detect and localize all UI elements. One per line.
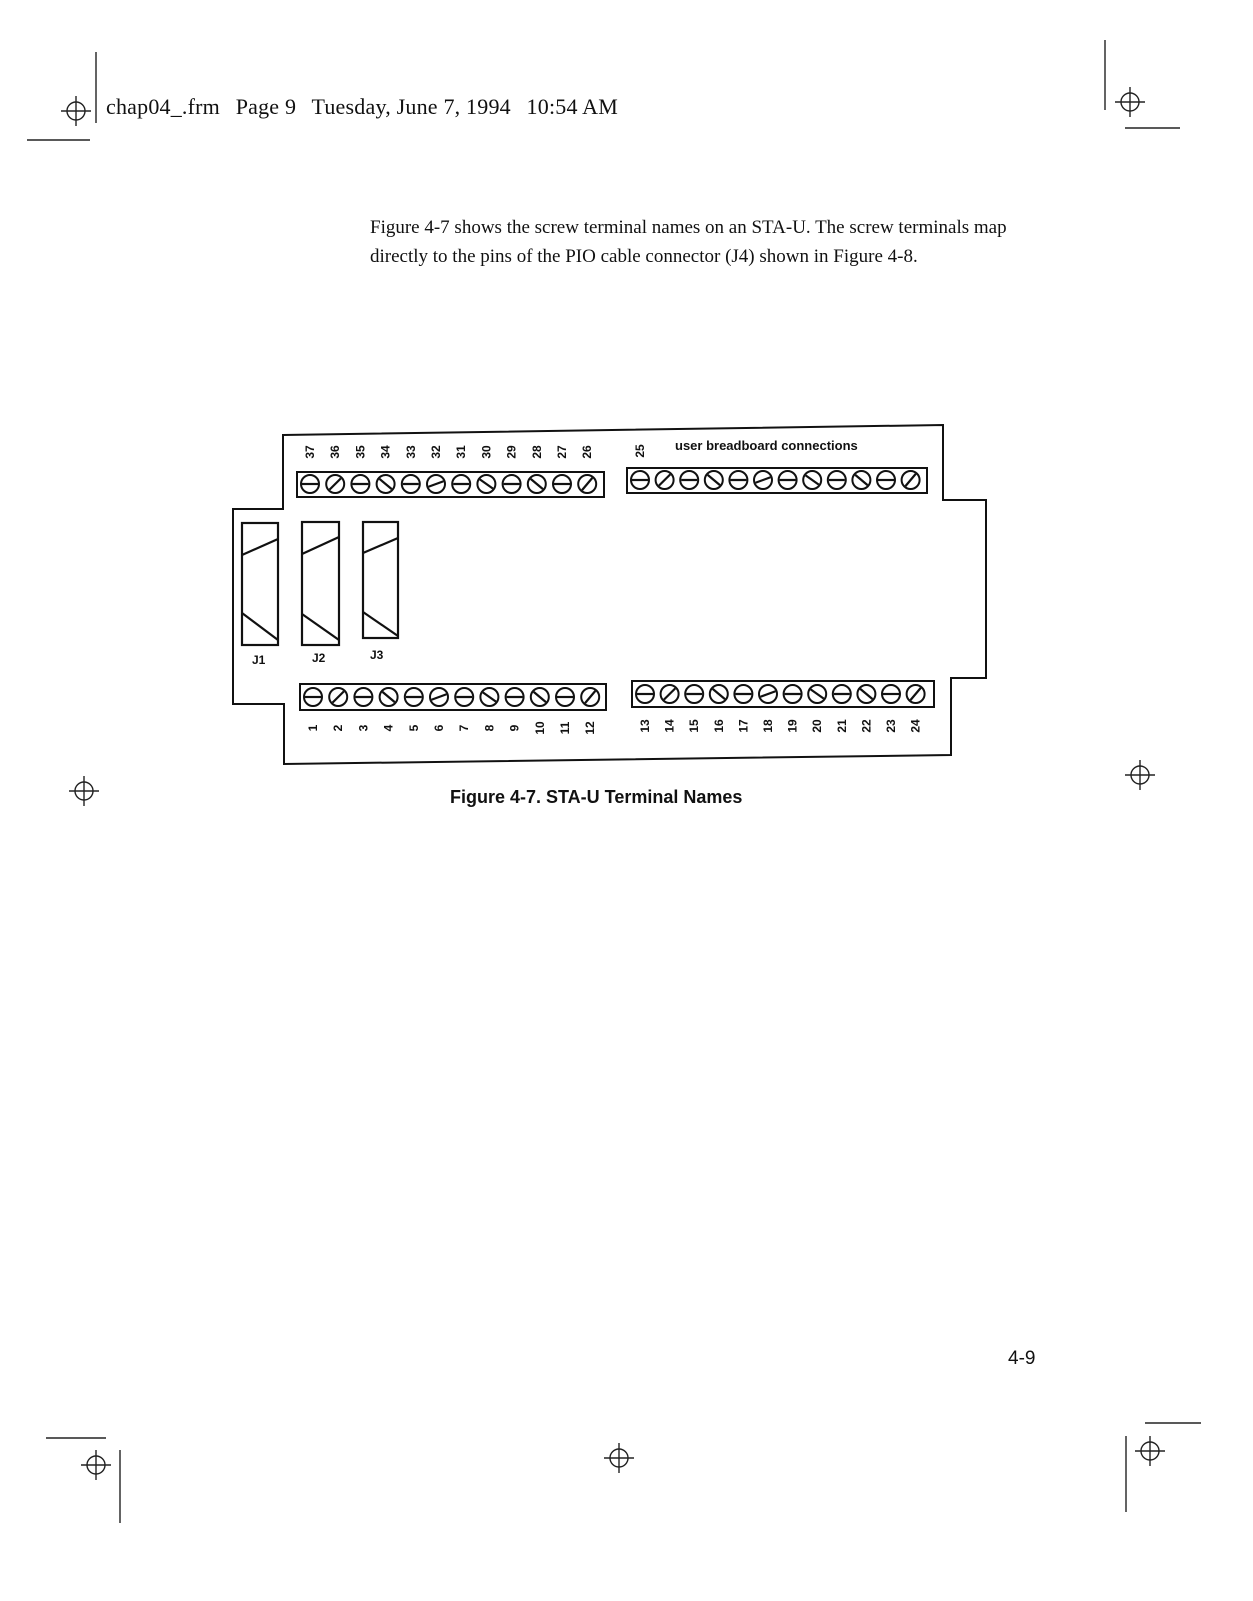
terminal-label-12: 12 <box>583 721 598 735</box>
terminal-label-19: 19 <box>785 719 800 733</box>
bottom-left-screw-4 <box>380 688 398 706</box>
bottom-left-screw-11 <box>556 688 574 706</box>
terminal-label-22: 22 <box>859 719 874 733</box>
top-left-screw-11 <box>553 475 571 493</box>
bottom-right-screw-2 <box>661 685 679 703</box>
terminal-label-9: 9 <box>507 724 522 732</box>
top-right-screw-1 <box>631 471 649 489</box>
top-left-screw-9 <box>503 475 521 493</box>
j3-label: J3 <box>370 648 384 662</box>
body-paragraph: Figure 4-7 shows the screw terminal names on an STA-U. The screw terminals map directly to the pins of the PIO cable connector (J4) shown in Figure 4-8. <box>370 217 1007 267</box>
bottom-left-screw-8 <box>480 688 498 706</box>
top-left-screw-7 <box>452 475 470 493</box>
bottom-left-screw-5 <box>405 688 423 706</box>
terminal-label-31: 31 <box>454 445 469 459</box>
j1-label: J1 <box>252 653 266 667</box>
bottom-right-screw-9 <box>833 685 851 703</box>
terminal-label-21: 21 <box>834 719 849 733</box>
bottom-left-screw-3 <box>354 688 372 706</box>
bottom-left-screw-1 <box>304 688 322 706</box>
board-outline <box>233 425 986 764</box>
bottom-right-screw-6 <box>759 685 777 703</box>
terminal-label-30: 30 <box>479 445 494 459</box>
header-date: Tuesday, June 7, 1994 <box>311 94 511 119</box>
terminal-label-34: 34 <box>378 445 393 459</box>
terminal-label-25: 25 <box>633 444 647 458</box>
top-right-screw-2 <box>656 471 674 489</box>
terminal-label-18: 18 <box>761 719 775 733</box>
bottom-left-screw-2 <box>329 688 347 706</box>
top-right-screw-7 <box>779 471 797 489</box>
bottom-right-screw-8 <box>808 685 826 703</box>
bottom-right-screw-11 <box>882 685 900 703</box>
bottom-right-screw-10 <box>857 685 875 703</box>
terminal-label-20: 20 <box>810 719 825 733</box>
top-left-screw-1 <box>301 475 319 493</box>
terminal-label-33: 33 <box>403 445 418 459</box>
terminal-label-28: 28 <box>529 445 544 459</box>
terminal-label-23: 23 <box>884 719 898 733</box>
terminal-label-16: 16 <box>711 719 726 733</box>
terminal-label-17: 17 <box>736 719 751 733</box>
terminal-label-8: 8 <box>482 724 497 732</box>
top-left-screw-6 <box>427 475 445 493</box>
top-right-screw-8 <box>803 471 821 489</box>
header-file: chap04_.frm <box>106 94 220 119</box>
bottom-left-screw-10 <box>531 688 549 706</box>
top-left-screw-12 <box>578 475 596 493</box>
header-page: Page 9 <box>235 94 297 119</box>
terminal-label-13: 13 <box>638 719 652 733</box>
top-right-screw-3 <box>680 471 698 489</box>
terminal-label-7: 7 <box>457 724 472 732</box>
bottom-left-screw-12 <box>581 688 599 706</box>
terminal-label-35: 35 <box>353 445 368 459</box>
terminal-label-32: 32 <box>429 445 443 459</box>
terminal-label-2: 2 <box>331 724 346 732</box>
top-right-screw-6 <box>754 471 772 489</box>
page-number: 4-9 <box>1008 1348 1036 1369</box>
bottom-right-screw-5 <box>734 685 752 703</box>
top-left-screw-8 <box>477 475 495 493</box>
top-left-screw-10 <box>528 475 546 493</box>
bottom-right-screw-3 <box>685 685 703 703</box>
bottom-left-screw-6 <box>430 688 448 706</box>
terminal-label-14: 14 <box>662 719 677 733</box>
terminal-label-4: 4 <box>381 724 396 732</box>
bottom-right-screw-7 <box>784 685 802 703</box>
top-right-screw-4 <box>705 471 723 489</box>
figure-caption: Figure 4-7. STA-U Terminal Names <box>450 787 743 807</box>
terminal-label-26: 26 <box>580 445 595 459</box>
top-right-screw-5 <box>729 471 747 489</box>
terminal-label-11: 11 <box>558 721 572 735</box>
terminal-label-36: 36 <box>328 445 343 459</box>
top-left-screw-3 <box>351 475 369 493</box>
breadboard-label: user breadboard connections <box>675 438 858 453</box>
top-left-screw-4 <box>377 475 395 493</box>
top-left-screw-5 <box>402 475 420 493</box>
j2-label: J2 <box>312 651 326 665</box>
top-right-screw-10 <box>852 471 870 489</box>
terminal-label-1: 1 <box>306 724 320 732</box>
terminal-label-27: 27 <box>555 445 569 459</box>
terminal-label-6: 6 <box>432 724 446 732</box>
top-right-screw-12 <box>902 471 920 489</box>
top-right-screw-9 <box>828 471 846 489</box>
bottom-right-screw-1 <box>636 685 654 703</box>
header-time: 10:54 AM <box>526 94 618 119</box>
terminal-label-37: 37 <box>303 445 317 459</box>
top-left-screw-2 <box>326 475 344 493</box>
terminal-label-15: 15 <box>687 719 702 733</box>
terminal-label-3: 3 <box>356 724 371 732</box>
bottom-left-screw-9 <box>506 688 524 706</box>
bottom-right-screw-4 <box>710 685 728 703</box>
terminal-label-10: 10 <box>532 721 547 735</box>
terminal-label-24: 24 <box>908 719 923 733</box>
terminal-label-5: 5 <box>406 724 421 732</box>
bottom-right-screw-12 <box>907 685 925 703</box>
top-right-screw-11 <box>877 471 895 489</box>
terminal-label-29: 29 <box>504 445 519 459</box>
bottom-left-screw-7 <box>455 688 473 706</box>
